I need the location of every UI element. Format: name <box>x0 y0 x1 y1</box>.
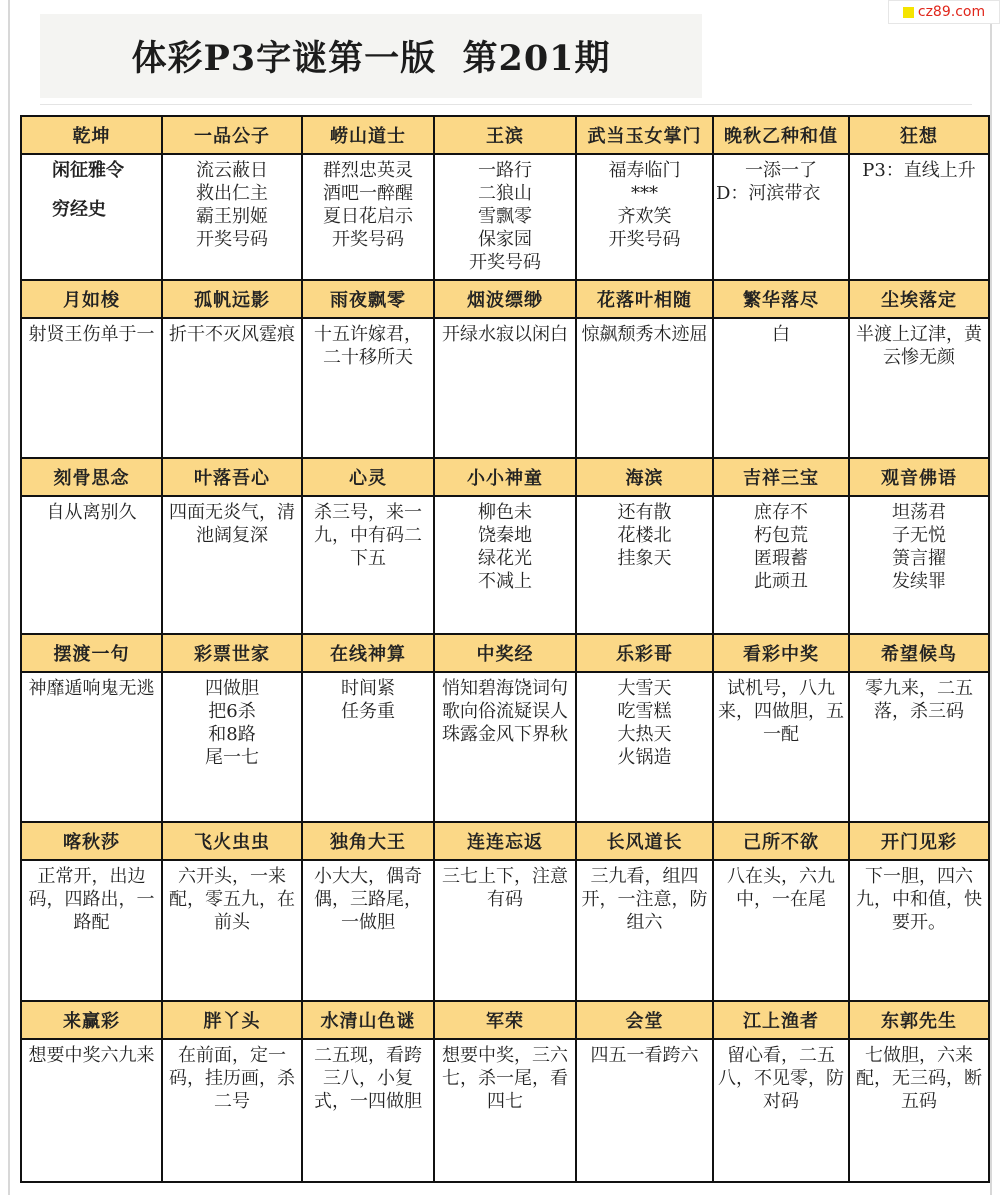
page-title: 体彩P3字谜第一版 第201期 <box>131 38 611 79</box>
author-name-cell: 东郭先生 <box>849 1001 989 1039</box>
riddle-text-cell <box>713 1039 849 1182</box>
riddle-line: 在前面，定一码，挂历画，杀二号 <box>169 1045 295 1112</box>
riddle-line: 想要中奖，三六七，杀一尾，看四七 <box>442 1045 568 1112</box>
riddle-line: 大雪天 <box>617 678 672 699</box>
riddle-text-cell <box>849 860 989 1001</box>
riddle-text-cell <box>162 318 302 458</box>
riddle-line: 朽包荒 <box>754 525 808 546</box>
riddle-line: 霸王别姬 <box>196 206 268 227</box>
riddle-text-cell <box>21 1039 162 1182</box>
author-name-cell: 月如梭 <box>21 280 162 318</box>
riddle-line: 七做胆，六来配，无三码，断五码 <box>856 1045 982 1112</box>
riddle-line: 把6杀 <box>208 701 256 722</box>
author-name-cell: 飞火虫虫 <box>162 822 302 860</box>
riddle-line: 花楼北 <box>617 525 672 546</box>
riddle-line: 一路行 <box>478 160 532 181</box>
riddle-text-cell <box>162 154 302 280</box>
author-name-cell: 观音佛语 <box>849 458 989 496</box>
riddle-line: 子无悦 <box>892 525 946 546</box>
riddle-text-cell <box>576 154 713 280</box>
riddle-line: 十五许嫁君，二十移所天 <box>314 324 422 368</box>
header-row <box>21 116 989 154</box>
author-name-cell: 烟波缥缈 <box>434 280 576 318</box>
riddle-line: 小大大，偶奇偶，三路尾，一做胆 <box>314 866 422 933</box>
riddle-line: 发续罪 <box>892 571 946 592</box>
author-name-cell: 海滨 <box>576 458 713 496</box>
riddle-line: 半渡上辽津，黄云惨无颜 <box>856 324 982 368</box>
riddle-line: 尾一七 <box>205 747 259 768</box>
author-name-cell: 王滨 <box>434 116 576 154</box>
riddle-text-cell <box>162 496 302 634</box>
riddle-text-cell <box>434 672 576 822</box>
riddle-row <box>21 860 989 1001</box>
riddle-line: 时间紧 <box>341 678 395 699</box>
author-name-cell: 小小神童 <box>434 458 576 496</box>
riddle-line: 此顽丑 <box>754 571 808 592</box>
author-name-cell: 来赢彩 <box>21 1001 162 1039</box>
riddle-text-cell <box>713 496 849 634</box>
author-name-cell: 希望候鸟 <box>849 634 989 672</box>
riddle-line: 群烈忠英灵 <box>323 160 413 181</box>
author-name-cell: 孤帆远影 <box>162 280 302 318</box>
author-name-cell: 江上渔者 <box>713 1001 849 1039</box>
author-name-cell: 看彩中奖 <box>713 634 849 672</box>
author-name-cell: 喀秋莎 <box>21 822 162 860</box>
riddle-line: 下一胆，四六九，中和值，快要开。 <box>856 866 982 933</box>
watermark-text: cz89.com <box>917 4 986 20</box>
riddle-text-cell <box>302 860 434 1001</box>
header-row <box>21 822 989 860</box>
author-name-cell: 雨夜飘零 <box>302 280 434 318</box>
riddle-line: 吃雪糕 <box>617 701 672 722</box>
author-name-cell: 胖丫头 <box>162 1001 302 1039</box>
riddle-line: 惊飙颓秀木迹屈 <box>581 324 708 345</box>
riddle-line: 六开头，一来配，零五九，在前头 <box>169 866 295 933</box>
author-name-cell: 摆渡一句 <box>21 634 162 672</box>
author-name-cell: 独角大王 <box>302 822 434 860</box>
author-name-cell: 彩票世家 <box>162 634 302 672</box>
riddle-text-cell <box>713 154 849 280</box>
riddle-line: 一添一了 <box>745 160 817 181</box>
author-name-cell: 崂山道士 <box>302 116 434 154</box>
riddle-line: 杀三号，来一九，中有码二下五 <box>314 502 422 569</box>
riddle-line: 福寿临门 <box>608 160 681 181</box>
author-name-cell: 武当玉女掌门 <box>576 116 713 154</box>
riddle-line: 挂象天 <box>617 548 672 569</box>
riddle-line: 神靡遁响鬼无逃 <box>28 678 155 699</box>
riddle-line: 射贤王伤单于一 <box>28 324 155 345</box>
riddle-line: 任务重 <box>341 701 395 722</box>
riddle-line: 白 <box>772 324 790 345</box>
riddle-line: 酒吧一醉醒 <box>323 183 413 204</box>
riddle-line: 试机号，八九来，四做胆，五一配 <box>718 678 844 745</box>
riddle-line: 想要中奖六九来 <box>28 1045 155 1066</box>
author-name-cell: 己所不欲 <box>713 822 849 860</box>
riddle-text-cell <box>21 496 162 634</box>
author-name-cell: 繁华落尽 <box>713 280 849 318</box>
riddle-line: 保家园 <box>478 229 532 250</box>
author-name-cell: 一品公子 <box>162 116 302 154</box>
riddle-row <box>21 496 989 634</box>
title-divider <box>40 104 972 105</box>
riddle-line: 八在头，六九中，一在尾 <box>727 866 835 910</box>
riddle-line: 开奖号码 <box>469 252 541 273</box>
author-name-cell: 晚秋乙种和值 <box>713 116 849 154</box>
riddle-line: 还有散 <box>617 502 672 523</box>
header-row <box>21 1001 989 1039</box>
riddle-line: 开奖号码 <box>608 229 681 250</box>
riddle-line: 开绿水寂以闲白 <box>442 324 568 345</box>
riddle-line: 坦荡君 <box>892 502 946 523</box>
riddle-text-cell <box>21 672 162 822</box>
riddle-line: 四面无炎气，清池阔复深 <box>169 502 295 546</box>
riddle-line: *** <box>631 183 658 204</box>
riddle-line: 救出仁主 <box>196 183 268 204</box>
riddle-text-cell <box>434 318 576 458</box>
riddle-text-cell <box>713 860 849 1001</box>
author-name-cell: 连连忘返 <box>434 822 576 860</box>
riddle-text-cell <box>713 318 849 458</box>
riddle-line: 二狼山 <box>478 183 532 204</box>
riddle-text-cell <box>849 672 989 822</box>
riddle-text-cell <box>434 1039 576 1182</box>
riddle-text-cell <box>713 672 849 822</box>
riddle-text-cell <box>302 1039 434 1182</box>
riddle-text-cell <box>576 860 713 1001</box>
riddle-text-cell <box>21 154 162 280</box>
author-name-cell: 心灵 <box>302 458 434 496</box>
author-name-cell: 花落叶相随 <box>576 280 713 318</box>
riddle-line: 饶秦地 <box>478 525 532 546</box>
riddle-line: 二五现，看跨三八，小复式，一四做胆 <box>314 1045 422 1112</box>
author-name-cell: 乐彩哥 <box>576 634 713 672</box>
riddle-text-cell <box>576 672 713 822</box>
author-name-cell: 狂想 <box>849 116 989 154</box>
header-row <box>21 280 989 318</box>
author-name-cell: 在线神算 <box>302 634 434 672</box>
author-name-cell: 尘埃落定 <box>849 280 989 318</box>
riddle-table <box>20 115 990 1183</box>
author-name-cell: 刻骨思念 <box>21 458 162 496</box>
riddle-line: 和8路 <box>208 724 256 745</box>
author-name-cell: 会堂 <box>576 1001 713 1039</box>
riddle-line: 庶存不 <box>754 502 808 523</box>
riddle-line: 悄知碧海饶词句 <box>442 678 568 699</box>
riddle-line: 开奖号码 <box>332 229 404 250</box>
riddle-line: 四做胆 <box>205 678 259 699</box>
riddle-line: 夏日花启示 <box>323 206 413 227</box>
author-name-cell: 开门见彩 <box>849 822 989 860</box>
author-name-cell: 长风道长 <box>576 822 713 860</box>
author-name-cell: 中奖经 <box>434 634 576 672</box>
riddle-line: 四五一看跨六 <box>590 1045 699 1066</box>
riddle-text-cell <box>162 860 302 1001</box>
riddle-text-cell <box>162 672 302 822</box>
riddle-line: 开奖号码 <box>196 229 268 250</box>
riddle-line: 折干不灭风霆痕 <box>169 324 295 345</box>
riddle-line: 珠露金风下界秋 <box>442 724 568 745</box>
header-row <box>21 634 989 672</box>
author-name-cell: 乾坤 <box>21 116 162 154</box>
riddle-row <box>21 672 989 822</box>
riddle-text-cell <box>302 496 434 634</box>
riddle-text-cell <box>21 860 162 1001</box>
riddle-text-cell <box>849 496 989 634</box>
header-row <box>21 458 989 496</box>
riddle-text-cell <box>21 318 162 458</box>
author-name-cell: 水清山色谜 <box>302 1001 434 1039</box>
riddle-line: 柳色未 <box>478 502 532 523</box>
riddle-line: 流云蔽日 <box>196 160 268 181</box>
riddle-text-cell <box>849 1039 989 1182</box>
riddle-row <box>21 154 989 280</box>
riddle-text-cell <box>576 1039 713 1182</box>
riddle-text-cell <box>849 154 989 280</box>
riddle-line: 正常开，出边码，四路出，一路配 <box>28 866 155 933</box>
riddle-text-cell <box>434 496 576 634</box>
riddle-line: 大热天 <box>617 724 672 745</box>
riddle-text-cell <box>302 154 434 280</box>
author-name-cell: 叶落吾心 <box>162 458 302 496</box>
riddle-text-cell <box>302 318 434 458</box>
riddle-text-cell <box>576 496 713 634</box>
title-banner <box>40 14 702 98</box>
riddle-line: 闲征雅令 <box>52 160 124 181</box>
riddle-line: 三九看，组四开，一注意，防组六 <box>581 866 708 933</box>
yellow-square-icon <box>903 7 914 18</box>
riddle-text-cell <box>434 860 576 1001</box>
riddle-line: P3：直线上升 <box>862 160 976 181</box>
riddle-line: 歌向俗流疑误人 <box>442 701 568 722</box>
riddle-line: 箦言擢 <box>892 548 946 569</box>
riddle-text-cell <box>302 672 434 822</box>
riddle-line: 齐欢笑 <box>617 206 672 227</box>
author-name-cell: 吉祥三宝 <box>713 458 849 496</box>
riddle-line: 零九来，二五落，杀三码 <box>865 678 973 722</box>
riddle-line: 不减上 <box>478 571 532 592</box>
riddle-line: 穷经史 <box>52 199 106 220</box>
riddle-text-cell <box>849 318 989 458</box>
riddle-row <box>21 318 989 458</box>
riddle-line: 绿花光 <box>478 548 532 569</box>
riddle-row <box>21 1039 989 1182</box>
riddle-line: 匿瑕蓄 <box>754 548 808 569</box>
riddle-text-cell <box>576 318 713 458</box>
riddle-line: 火锅造 <box>617 747 672 768</box>
riddle-text-cell <box>162 1039 302 1182</box>
riddle-line: D：河滨带衣 <box>716 183 821 204</box>
author-name-cell: 军荣 <box>434 1001 576 1039</box>
riddle-line: 自从离别久 <box>46 502 137 523</box>
riddle-line: 三七上下，注意有码 <box>442 866 568 910</box>
site-watermark[interactable] <box>888 0 1000 24</box>
riddle-line: 留心看，二五八，不见零，防对码 <box>718 1045 844 1112</box>
riddle-text-cell <box>434 154 576 280</box>
riddle-line: 雪飘零 <box>478 206 532 227</box>
